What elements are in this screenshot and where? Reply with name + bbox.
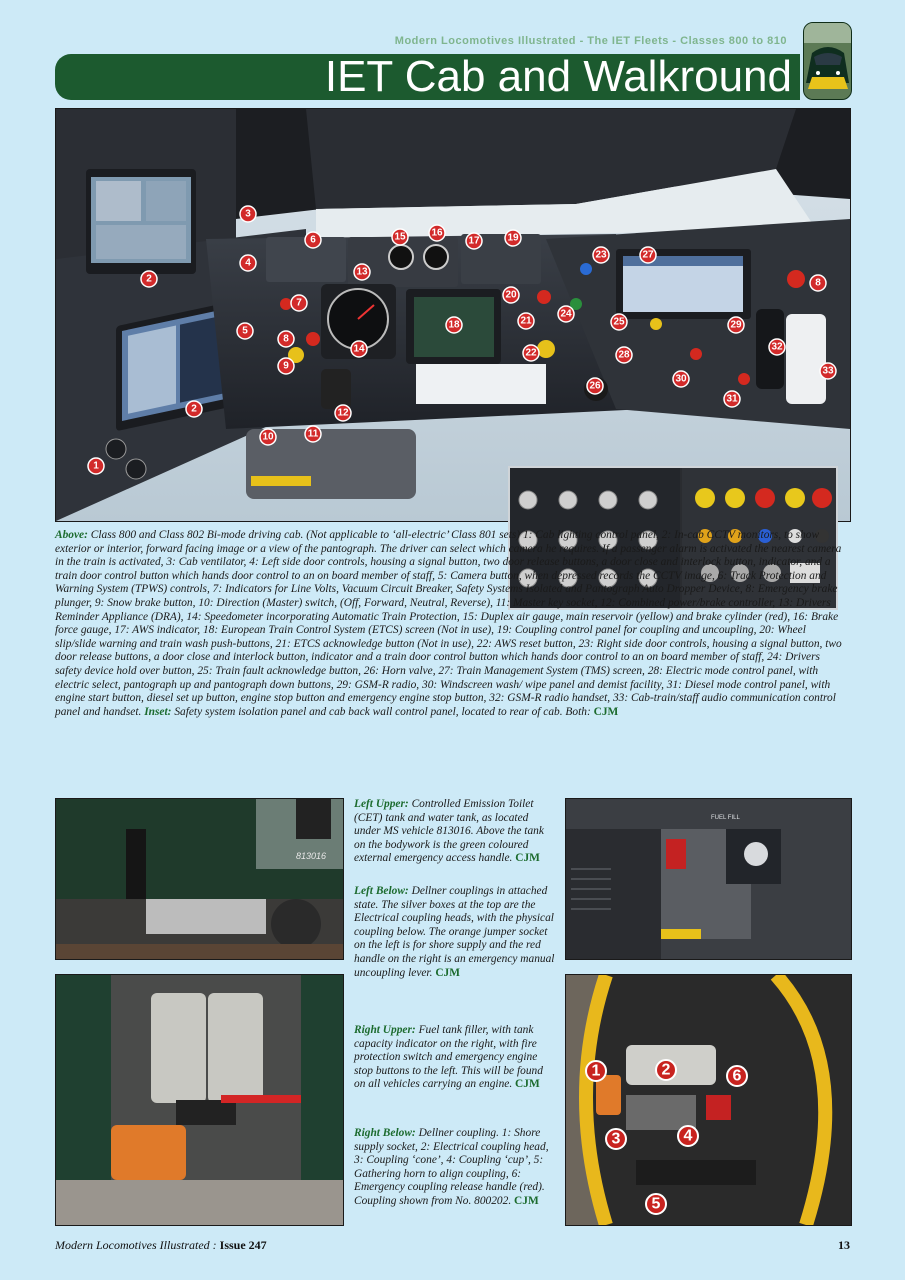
left-upper-label: Left Upper: xyxy=(354,798,409,810)
svg-text:1: 1 xyxy=(591,1062,601,1080)
left-upper-text: Controlled Emission Toilet (CET) tank and water tank, as located under MS vehicle 813016. Above the tank on the bodywork is the green coloured external emergency access handle. xyxy=(354,798,544,865)
cab-marker-31 xyxy=(724,391,740,407)
cab-marker-18 xyxy=(446,317,462,333)
right-below-credit: CJM xyxy=(514,1194,539,1207)
svg-text:17: 17 xyxy=(468,235,480,247)
cab-marker-15 xyxy=(392,229,408,245)
right-upper-credit: CJM xyxy=(515,1078,540,1091)
left-below-caption xyxy=(354,885,557,980)
cab-marker-30 xyxy=(673,371,689,387)
title-bar xyxy=(55,54,800,100)
svg-text:24: 24 xyxy=(560,308,572,320)
svg-text:6: 6 xyxy=(310,234,316,246)
footer-issue: Issue 247 xyxy=(219,1238,267,1252)
cab-photo xyxy=(55,108,851,522)
left-below-credit: CJM xyxy=(435,966,460,979)
footer-publication-name: Modern Locomotives Illustrated xyxy=(55,1238,210,1252)
right-upper-label: Right Upper: xyxy=(354,1024,416,1036)
cab-marker-5 xyxy=(237,323,253,339)
right-upper-caption xyxy=(354,1024,557,1092)
dellner-couplings-attached-photo xyxy=(55,974,344,1226)
cab-marker-6 xyxy=(305,232,321,248)
cab-marker-3 xyxy=(240,206,256,222)
right-upper-text: Fuel tank filler, with tank capacity indicator on the right, with fire protection switch and emergency engine stop buttons to the left. This will be found on all vehicles carrying an engine. xyxy=(354,1024,543,1091)
svg-text:2: 2 xyxy=(661,1061,671,1079)
cab-marker-28 xyxy=(616,347,632,363)
svg-text:10: 10 xyxy=(262,431,274,443)
svg-text:16: 16 xyxy=(431,227,443,239)
svg-text:11: 11 xyxy=(307,428,319,440)
train-thumbnail-image xyxy=(803,22,852,100)
svg-text:4: 4 xyxy=(683,1127,693,1145)
svg-text:3: 3 xyxy=(245,208,251,220)
svg-text:2: 2 xyxy=(191,403,197,415)
cab-marker-14 xyxy=(351,341,367,357)
svg-text:3: 3 xyxy=(611,1130,621,1148)
cab-marker-13 xyxy=(354,264,370,280)
svg-text:30: 30 xyxy=(675,373,687,385)
left-upper-credit: CJM xyxy=(515,852,540,865)
cab-marker-8a xyxy=(278,331,294,347)
svg-text:8: 8 xyxy=(283,333,289,345)
svg-text:1: 1 xyxy=(93,460,99,472)
coupling-marker-2 xyxy=(656,1060,676,1080)
inset-label: Inset: xyxy=(144,705,172,718)
cab-marker-21 xyxy=(518,313,534,329)
cab-marker-19 xyxy=(505,230,521,246)
svg-text:5: 5 xyxy=(651,1195,661,1213)
cab-marker-24 xyxy=(558,306,574,322)
main-caption xyxy=(55,529,849,719)
toilet-tank-photo xyxy=(55,798,344,960)
svg-text:4: 4 xyxy=(245,257,251,269)
running-title: Modern Locomotives Illustrated - The IET Fleets - Classes 800 to 810 xyxy=(394,35,787,47)
svg-text:32: 32 xyxy=(771,341,783,353)
cab-marker-27 xyxy=(640,247,656,263)
right-below-caption xyxy=(354,1127,557,1209)
page-title: IET Cab and Walkround xyxy=(324,52,792,101)
svg-text:7: 7 xyxy=(296,297,302,309)
cab-marker-9 xyxy=(278,358,294,374)
svg-text:15: 15 xyxy=(394,231,406,243)
above-text: Class 800 and Class 802 Bi-mode driving cab. (Not applicable to ‘all-electric’ Class 801 sets) 1: Cab lighting control panel, 2: In-cab CCTV monitors, to show exterior or interior, forward facing image or a view of the pantograph. The driver can select which camera he requires. If a passenger alarm is activated the nearest camera in the train is activated, 3: Cab ventilator, 4: Left side door controls, housing a signal button, two door release buttons, a door close and interlock button, indicator, and a train door control button which hands door control to an on board member of staff, 5: Camera button, when depressed records the CCTV image, 6: Track Protection and Warning System (TPWS) controls, 7: Indicators for Line Volts, Vacuum Circuit Breaker, Safety Systems Isolated and Pantograph Auto Dropper Device, 8: Emergency brake plunger, 9: Snow brake button, 10: Direction (Master) switch, (Off, Forward, Neutral, Reverse), 11: Master key socket, 12: Combined power/brake controller, 13: Drivers Reminder Appliance (DRA), 14: Speedometer incorporating Automatic Train Protection, 15: Duplex air gauge, main reservoir (yellow) and brake cylinder (red), 16: Brake force gauge, 17: AWS indicator, 18: European Train Control System (ETCS) screen (Not in use), 19: Coupling control panel for coupling and uncoupling, 20: Wheel slip/slide warning and train wash push-buttons, 21: ETCS acknowledge button (Not in use), 22: AWS reset button, 23: Right side door controls, housing a signal button, two door release buttons, a door close and interlock button, indicator and a train door control button which hands door control to an on board member of staff, 24: Drivers safety device hold over button, 25: Train fault acknowledge button, 26: Horn valve, 27: Train Management System (TMS) screen, 28: Electric mode control panel, with electric select, pantograph up and pantograph down buttons, 29: GSM-R radio, 30: Windscreen wash/ wipe panel and demist facility, 31: Diesel mode control panel, with engine start button, diesel set up button, engine stop button and emergency engine stop button, 32: GSM-R radio handset, 33: Cab-train/staff audio communication control panel and handset. xyxy=(55,529,842,718)
dellner-coupling-photo xyxy=(565,974,852,1226)
fuel-fill-label: FUEL FILL xyxy=(711,815,740,821)
cab-marker-20 xyxy=(503,287,519,303)
main-caption-credit: CJM xyxy=(593,705,619,718)
svg-text:27: 27 xyxy=(642,249,654,261)
cab-marker-29 xyxy=(728,317,744,333)
coupling-marker-6 xyxy=(727,1066,747,1086)
cab-marker-32 xyxy=(769,339,785,355)
svg-text:22: 22 xyxy=(525,347,537,359)
svg-text:2: 2 xyxy=(146,273,152,285)
svg-text:9: 9 xyxy=(283,360,289,372)
fuel-tank-filler-photo xyxy=(565,798,852,960)
cab-marker-22 xyxy=(523,345,539,361)
svg-text:26: 26 xyxy=(589,380,601,392)
svg-text:29: 29 xyxy=(730,319,742,331)
cab-marker-25 xyxy=(611,314,627,330)
coupling-marker-1 xyxy=(586,1061,606,1081)
svg-text:8: 8 xyxy=(815,277,821,289)
left-below-label: Left Below: xyxy=(354,885,409,897)
footer-publication: Modern Locomotives Illustrated : Issue 247 xyxy=(55,1238,267,1252)
svg-text:23: 23 xyxy=(595,249,607,261)
vehicle-number: 813016 xyxy=(295,851,326,861)
svg-text:5: 5 xyxy=(242,325,248,337)
cab-marker-12 xyxy=(335,405,351,421)
cab-marker-11 xyxy=(305,426,321,442)
cab-marker-8b xyxy=(810,275,826,291)
svg-text:12: 12 xyxy=(337,407,349,419)
cab-marker-16 xyxy=(429,225,445,241)
cab-marker-23 xyxy=(593,247,609,263)
svg-text:28: 28 xyxy=(618,349,630,361)
cab-marker-26 xyxy=(587,378,603,394)
left-upper-caption xyxy=(354,798,557,866)
svg-text:13: 13 xyxy=(356,266,368,278)
page-number: 13 xyxy=(838,1238,850,1252)
right-below-text: Dellner coupling. 1: Shore supply socket, 2: Electrical coupling head, 3: Coupling ‘cone’, 4: Coupling ‘cup’, 5: Gathering horn to align coupling, 6: Emergency coupling release handle (red). Coupling shown from No. 800202. xyxy=(354,1127,549,1207)
svg-text:25: 25 xyxy=(613,316,625,328)
inset-text: Safety system isolation panel and cab back wall control panel, located to rear of cab. Both: xyxy=(174,705,591,718)
right-below-label: Right Below: xyxy=(354,1127,416,1139)
svg-text:18: 18 xyxy=(448,319,460,331)
cab-marker-7 xyxy=(291,295,307,311)
cab-marker-17 xyxy=(466,233,482,249)
cab-marker-10 xyxy=(260,429,276,445)
cab-marker-4 xyxy=(240,255,256,271)
svg-text:14: 14 xyxy=(353,343,365,355)
coupling-marker-4 xyxy=(678,1126,698,1146)
cab-marker-2a xyxy=(141,271,157,287)
cab-marker-1 xyxy=(88,458,104,474)
svg-text:33: 33 xyxy=(822,365,834,377)
coupling-marker-3 xyxy=(606,1129,626,1149)
svg-text:19: 19 xyxy=(507,232,519,244)
svg-text:31: 31 xyxy=(726,393,738,405)
svg-text:21: 21 xyxy=(520,315,532,327)
above-label: Above: xyxy=(55,529,88,541)
cab-marker-2b xyxy=(186,401,202,417)
left-below-text: Dellner couplings in attached state. The silver boxes at the top are the Electrical coupling heads, with the physical coupling below. The orange jumper socket on the left is for shore supply and the red handle on the right is an emergency manual uncoupling lever. xyxy=(354,885,555,979)
cab-marker-33 xyxy=(820,363,836,379)
coupling-marker-5 xyxy=(646,1194,666,1214)
svg-text:6: 6 xyxy=(732,1067,742,1085)
svg-text:20: 20 xyxy=(505,289,517,301)
